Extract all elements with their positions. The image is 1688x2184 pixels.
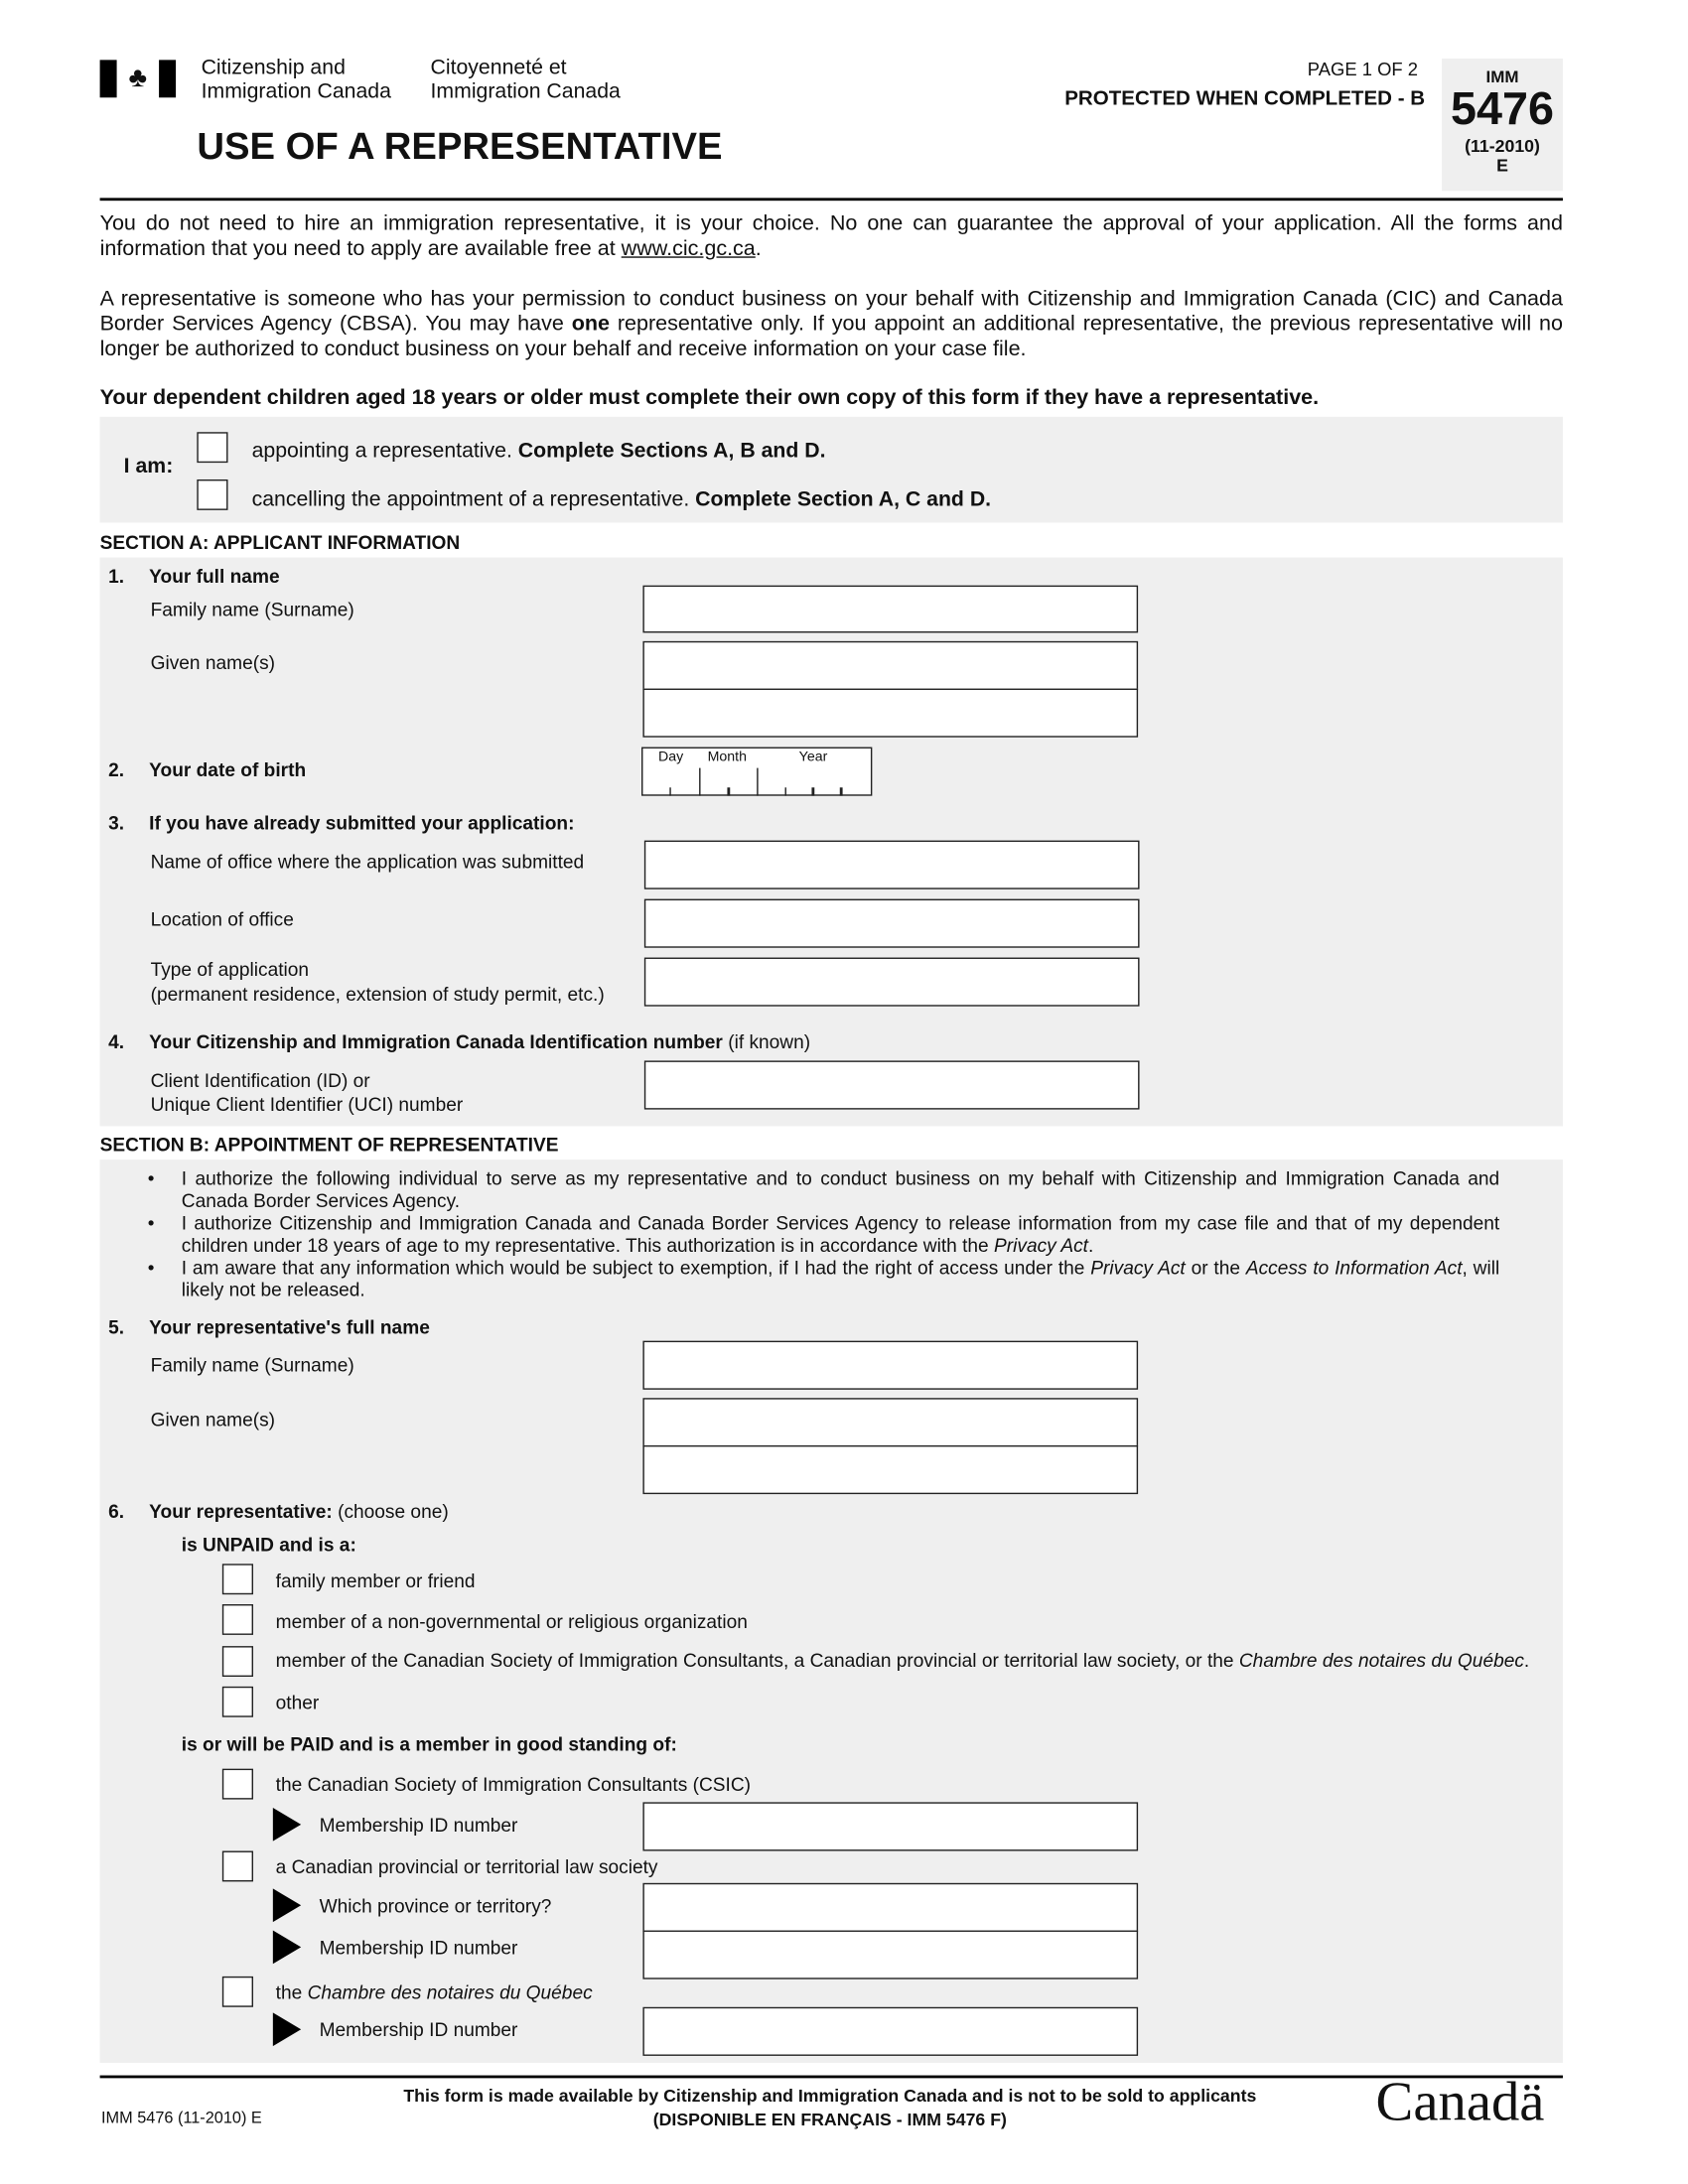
application-type-label: Type of application [150, 958, 310, 981]
dept-fr-2: Immigration Canada [430, 79, 621, 103]
notaires-id-input[interactable] [642, 2007, 1138, 2056]
rep-given-name-input-1[interactable] [642, 1398, 1138, 1446]
cic-website-link[interactable]: www.cic.gc.ca [621, 236, 756, 261]
office-name-input[interactable] [644, 841, 1140, 889]
rep-family-name-label: Family name (Surname) [150, 1354, 354, 1376]
unpaid-family-label: family member or friend [275, 1570, 476, 1592]
intro-paragraph-1: You do not need to hire an immigration representative, it is your choice. No one can guarantee the approval of your application. All the forms and information that you need to apply are available free at www.cic.gc.ca. [99, 211, 1563, 261]
cancelling-checkbox[interactable] [197, 479, 227, 510]
q3-label: If you have already submitted your application: [149, 812, 575, 834]
q5-number: 5. [108, 1316, 125, 1338]
q6-label: Your representative: (choose one) [149, 1501, 449, 1523]
appointing-label: appointing a representative. Complete Sections A, B and D. [251, 439, 826, 464]
office-location-label: Location of office [150, 908, 294, 930]
unpaid-heading: is UNPAID and is a: [181, 1534, 356, 1556]
notaires-id-label: Membership ID number [319, 2019, 518, 2041]
given-name-label: Given name(s) [150, 652, 276, 674]
csic-id-input[interactable] [642, 1802, 1138, 1850]
unpaid-family-checkbox[interactable] [222, 1564, 253, 1594]
footer-rule [100, 2076, 1563, 2079]
rep-given-name-label: Given name(s) [150, 1409, 276, 1431]
law-society-id-input[interactable] [642, 1931, 1138, 1979]
dept-en-2: Immigration Canada [201, 79, 391, 103]
province-input[interactable] [642, 1883, 1138, 1932]
office-location-input[interactable] [644, 899, 1140, 948]
authorization-bullet-3: I am aware that any information which would be subject to exemption, if I had the right of access under the Privacy Act or the Access to Information Act, will likely not be released. [181, 1257, 1500, 1300]
dept-fr-1: Citoyenneté et [430, 56, 567, 80]
given-name-input-1[interactable] [642, 641, 1138, 690]
date-of-birth-input[interactable]: Day Month Year [641, 748, 872, 796]
cancelling-label: cancelling the appointment of a representative. Complete Section A, C and D. [251, 487, 992, 512]
q2-label: Your date of birth [149, 759, 307, 781]
protected-label: PROTECTED WHEN COMPLETED - B [1064, 87, 1426, 110]
authorization-bullet-1: I authorize the following individual to serve as my representative and to conduct business on my behalf with Citizenship and Immigration Canada and Canada Border Services Agency. [181, 1167, 1500, 1212]
law-society-id-label: Membership ID number [319, 1937, 518, 1959]
q4-number: 4. [108, 1030, 125, 1053]
application-type-hint: (permanent residence, extension of study permit, etc.) [150, 984, 605, 1006]
q1-label: Your full name [149, 566, 280, 588]
q3-number: 3. [108, 812, 125, 834]
unpaid-ngo-checkbox[interactable] [222, 1604, 253, 1635]
canada-flag-logo: ♣ [100, 60, 177, 97]
paid-csic-checkbox[interactable] [222, 1769, 253, 1800]
province-label: Which province or territory? [319, 1895, 552, 1917]
unpaid-ngo-label: member of a non-governmental or religious organization [275, 1611, 748, 1633]
footer-form-code: IMM 5476 (11-2010) E [101, 2110, 262, 2127]
canada-wordmark: Canadä [1375, 2069, 1545, 2133]
arrow-right-icon [273, 2012, 301, 2046]
family-name-label: Family name (Surname) [150, 599, 354, 620]
q5-label: Your representative's full name [149, 1316, 430, 1338]
csic-id-label: Membership ID number [319, 1815, 518, 1837]
rep-family-name-input[interactable] [642, 1341, 1138, 1390]
i-am-label: I am: [123, 454, 174, 478]
client-id-input[interactable] [644, 1060, 1140, 1109]
paid-notaires-label: the Chambre des notaires du Québec [275, 1981, 593, 2003]
bullet-icon: • [147, 1257, 155, 1279]
q2-number: 2. [108, 759, 125, 781]
footer-notice: This form is made available by Citizenship and Immigration Canada and is not to be sold to applicants (DISPONIBLE EN FRANÇAIS - IMM 5476 F) [403, 2086, 1257, 2130]
family-name-input[interactable] [642, 586, 1138, 633]
unpaid-member-checkbox[interactable] [222, 1646, 253, 1677]
arrow-right-icon [273, 1888, 301, 1922]
section-b-header: SECTION B: APPOINTMENT OF REPRESENTATIVE [99, 1134, 559, 1156]
rep-given-name-input-2[interactable] [642, 1445, 1138, 1494]
header-rule [100, 198, 1563, 201]
paid-notaires-checkbox[interactable] [222, 1977, 253, 2007]
paid-csic-label: the Canadian Society of Immigration Consultants (CSIC) [275, 1774, 752, 1796]
client-id-label: Client Identification (ID) or [150, 1070, 370, 1092]
office-name-label: Name of office where the application was submitted [150, 851, 585, 873]
unpaid-member-label: member of the Canadian Society of Immigration Consultants, a Canadian provincial or territorial law society, or the Chambre des notaires du Québec. [275, 1650, 1530, 1672]
dept-en-1: Citizenship and [201, 56, 346, 80]
arrow-right-icon [273, 1808, 301, 1842]
page-title: USE OF A REPRESENTATIVE [197, 125, 723, 168]
arrow-right-icon [273, 1931, 301, 1965]
bullet-icon: • [147, 1212, 155, 1234]
paid-law-society-label: a Canadian provincial or territorial law society [275, 1856, 658, 1878]
intro-paragraph-2: A representative is someone who has your permission to conduct business on your behalf with Citizenship and Immigration Canada (CIC) and Canada Border Services Agency (CBSA). You may have one representative only. If you appoint an additional representative, the previous representative will no longer be authorized to conduct business on your behalf and receive information on your case file. [99, 287, 1563, 361]
q6-number: 6. [108, 1501, 125, 1523]
unpaid-other-label: other [275, 1692, 320, 1713]
paid-heading: is or will be PAID and is a member in good standing of: [181, 1733, 677, 1755]
given-name-input-2[interactable] [642, 689, 1138, 738]
paid-law-society-checkbox[interactable] [222, 1851, 253, 1882]
section-a-header: SECTION A: APPLICANT INFORMATION [99, 532, 461, 554]
appointing-checkbox[interactable] [197, 432, 227, 463]
authorization-bullet-2: I authorize Citizenship and Immigration Canada and Canada Border Services Agency to release information from my case file and that of my dependent children under 18 years of age to my representative. This authorization is in accordance with the Privacy Act. [181, 1212, 1500, 1257]
dependent-notice: Your dependent children aged 18 years or older must complete their own copy of this form if they have a representative. [99, 385, 1320, 410]
page-number: PAGE 1 OF 2 [1307, 58, 1419, 80]
q1-number: 1. [108, 566, 125, 588]
uci-label: Unique Client Identifier (UCI) number [150, 1094, 464, 1116]
application-type-input[interactable] [644, 958, 1140, 1007]
q4-label: Your Citizenship and Immigration Canada Identification number (if known) [149, 1030, 811, 1053]
form-id-box: IMM 5476 (11-2010) E [1442, 59, 1563, 191]
unpaid-other-checkbox[interactable] [222, 1687, 253, 1717]
bullet-icon: • [147, 1167, 155, 1189]
